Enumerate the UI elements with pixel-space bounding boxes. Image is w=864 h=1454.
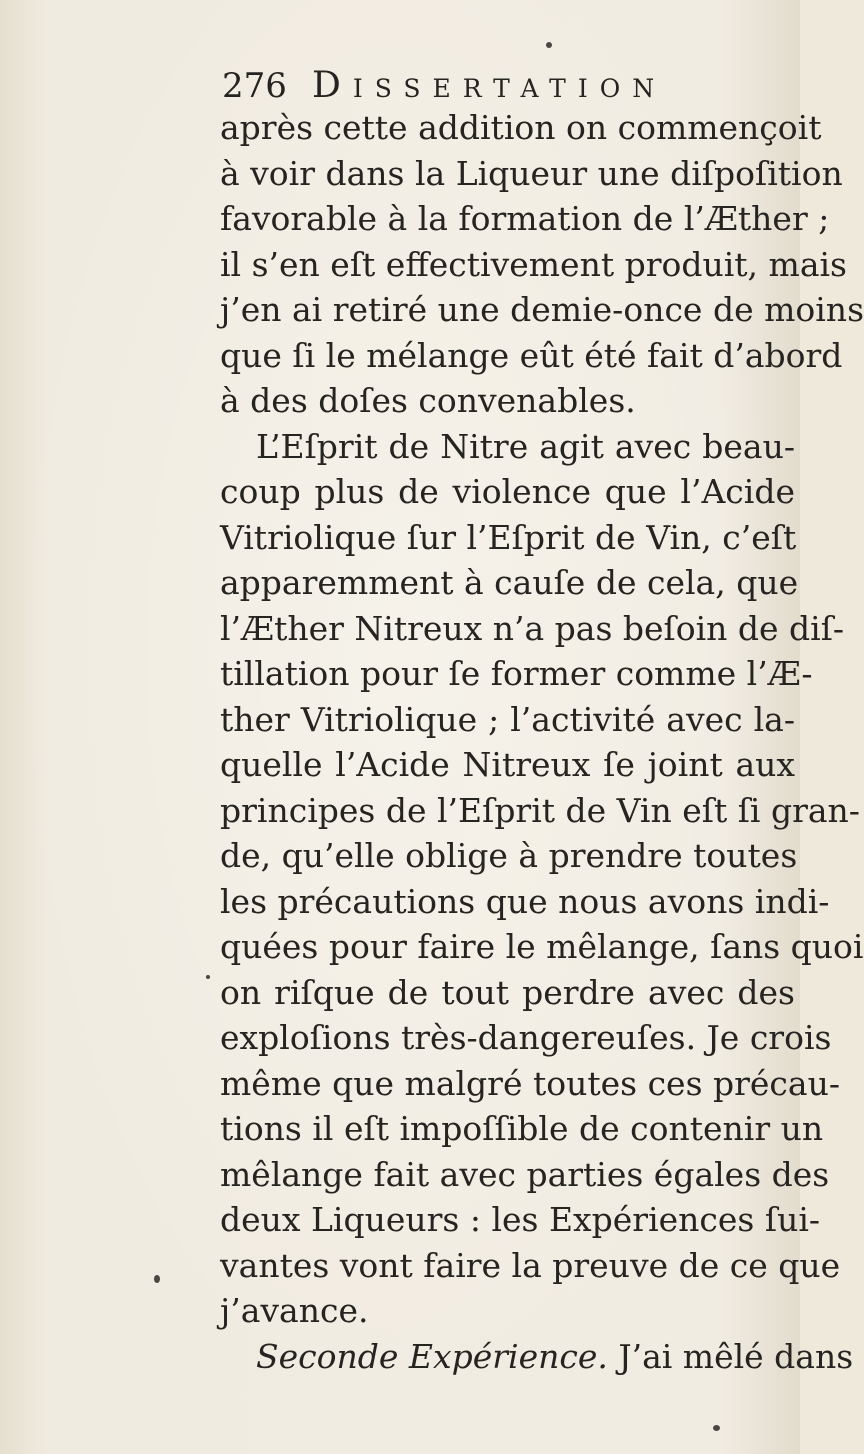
text-line: tions il eſt impoſſible de contenir un [220,1109,824,1148]
text-line: il s’en eſt effectivement produit, mais [220,244,847,284]
text-line: quelle l’Acide Nitreux ſe joint aux [220,745,795,784]
page-number: 276 [222,66,287,106]
paper-speck [206,975,210,979]
text-line: j’avance. [220,1291,369,1330]
text-line: on riſque de tout perdre avec des [220,972,795,1012]
text-line: Vitriolique ſur l’Eſprit de Vin, c’eſt [220,517,797,557]
text-line: coup plus de violence que l’Acide [220,472,795,511]
text-line: après cette addition on commençoit [220,108,822,147]
body-text [220,105,864,1379]
text-line: de, qu’elle oblige à prendre toutes [220,836,798,875]
text-line: vantes vont faire la preuve de ce que [220,1245,841,1285]
final-line-text: J’ai mêlé dans [607,1336,854,1376]
text-line: deux Liqueurs : les Expériences ſui- [220,1200,821,1239]
final-line [220,1334,854,1380]
paper-speck [713,1425,720,1431]
text-line: quées pour faire le mêlange, ſans quoi [220,927,864,966]
text-line: principes de l’Eſprit de Vin eſt ſi gran- [220,790,860,830]
text-line: l’Æther Nitreux n’a pas beſoin de diſ- [220,608,845,648]
running-title: Dissertation [312,65,667,106]
page-header [222,62,722,110]
text-line: j’en ai retiré une demie-once de moins [220,290,864,329]
text-line: apparemment à cauſe de cela, que [220,563,799,602]
text-line: exploſions très-dangereuſes. Je crois [220,1018,832,1057]
text-line: ther Vitriolique ; l’activité avec la- [220,699,795,739]
text-line: les précautions que nous avons indi- [220,881,830,921]
text-line: à voir dans la Liqueur une diſpoſition [220,153,843,193]
text-line: même que malgré toutes ces précau- [220,1063,840,1103]
paper-speck [154,1275,160,1283]
text-line: à des doſes convenables. [220,381,636,420]
text-line: L’Eſprit de Nitre agit avec beau- [256,426,795,466]
text-line: que ſi le mélange eût été fait d’abord [220,335,843,375]
paper-speck [546,42,552,48]
text-line: favorable à la formation de l’Æther ; [220,199,830,238]
section-heading: Seconde Expérience. [256,1336,608,1376]
text-line: tillation pour ſe former comme l’Æ- [220,654,813,693]
text-line: mêlange fait avec parties égales des [220,1154,830,1194]
